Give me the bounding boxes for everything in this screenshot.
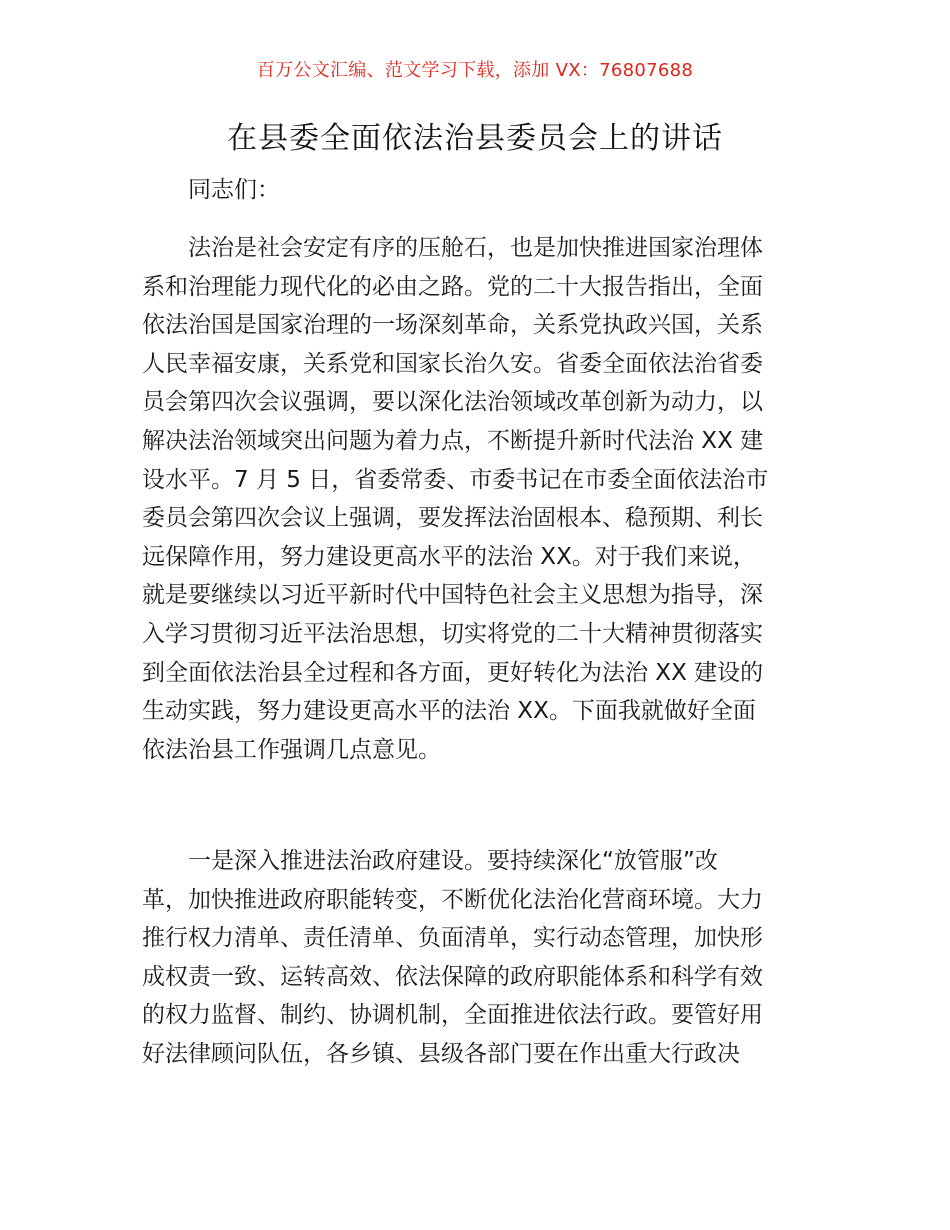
text-line: 到全面依法治县全过程和各方面，更好转化为法治 XX 建设的 [142, 659, 764, 686]
text-line: 入学习贯彻习近平法治思想，切实将党的二十大精神贯彻落实 [142, 620, 763, 647]
text-line: 系和治理能力现代化的必由之路。党的二十大报告指出，全面 [142, 273, 763, 300]
page-title: 在县委全面依法治县委员会上的讲话 [227, 121, 723, 156]
text-line: 设水平。7 月 5 日，省委常委、市委书记在市委全面依法治市 [142, 466, 769, 493]
text-line: 法治是社会安定有序的压舱石，也是加快推进国家治理体 [188, 235, 763, 261]
watermark-header: 百万公文汇编、范文学习下载，添加 VX：76807688 [256, 60, 694, 81]
paragraph-2 [142, 842, 812, 1074]
text-line: 委员会第四次会议上强调，要发挥法治固根本、稳预期、利长 [142, 505, 763, 532]
text-line: 推行权力清单、责任清单、负面清单，实行动态管理，加快形 [142, 925, 763, 952]
text-line: 的权力监督、制约、协调机制，全面推进依法行政。要管好用 [142, 1002, 763, 1029]
text-line: 一是深入推进法治政府建设。要持续深化“放管服”改 [188, 848, 718, 874]
paragraph-1 [142, 229, 812, 769]
text-line: 成权责一致、运转高效、依法保障的政府职能体系和科学有效 [142, 963, 763, 990]
text-line: 解决法治领域突出问题为着力点，不断提升新时代法治 XX 建 [142, 427, 764, 454]
text-line: 远保障作用，努力建设更高水平的法治 XX。对于我们来说， [142, 543, 756, 570]
text-line: 革，加快推进政府职能转变，不断优化法治化营商环境。大力 [142, 886, 763, 913]
salutation: 同志们： [188, 177, 280, 203]
text-line: 就是要继续以习近平新时代中国特色社会主义思想为指导，深 [142, 582, 763, 609]
text-line: 员会第四次会议强调，要以深化法治领域改革创新为动力，以 [142, 389, 763, 416]
text-line: 依法治国是国家治理的一场深刻革命，关系党执政兴国，关系 [142, 312, 763, 339]
text-line: 依法治县工作强调几点意见。 [142, 736, 441, 763]
text-line: 人民幸福安康，关系党和国家长治久安。省委全面依法治省委 [142, 350, 763, 377]
text-line: 好法律顾问队伍，各乡镇、县级各部门要在作出重大行政决 [142, 1040, 740, 1067]
text-line: 生动实践，努力建设更高水平的法治 XX。下面我就做好全面 [142, 698, 756, 725]
